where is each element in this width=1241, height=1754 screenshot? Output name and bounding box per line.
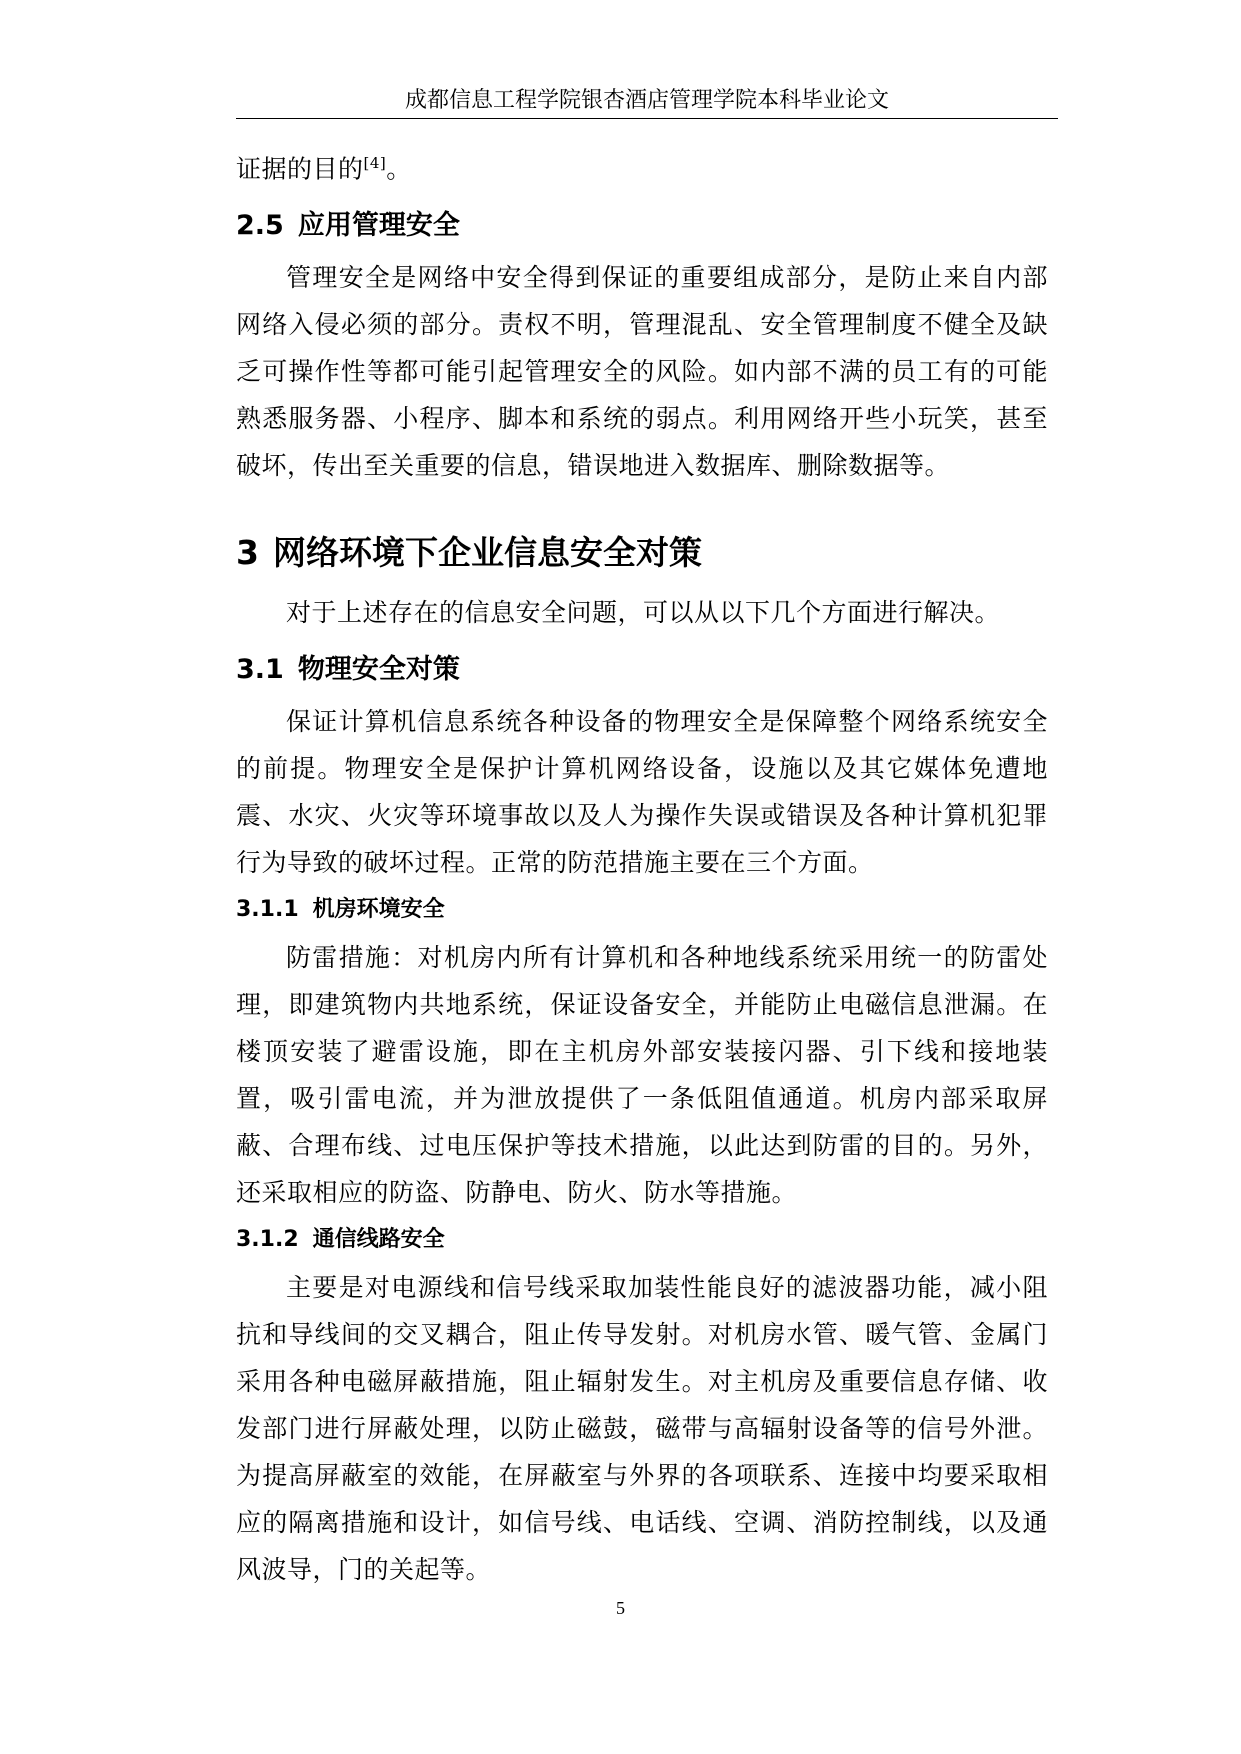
section-title: 物理安全对策 — [297, 654, 460, 686]
section-heading-2-5 — [236, 204, 1048, 248]
subsection-title: 机房环境安全 — [312, 897, 445, 923]
paragraph-chapter-intro: 对于上述存在的信息安全问题，可以从以下几个方面进行解决。 — [286, 598, 1001, 628]
section-title: 应用管理安全 — [297, 210, 460, 242]
subsection-title: 通信线路安全 — [312, 1227, 445, 1253]
citation-ref: [4] — [363, 154, 387, 172]
paragraph-room-security: 防雷措施：对机房内所有计算机和各种地线系统采用统一的防雷处理，即建筑物内共地系统，保证设备安全，并能防止电磁信息泄漏。在楼顶安装了避雷设施，即在主机房外部安装接闪器、引下线和接地装置，吸引雷电流，并为泄放提供了一条低阻值通道。机房内部采取屏蔽、合理布线、过电压保护等技术措施，以此达到防雷的目的。另外，还采取相应的防盗、防静电、防火、防水等措施。 — [236, 943, 1048, 1208]
section-number: 3.1 — [236, 654, 284, 686]
paragraph-continuation — [236, 140, 1048, 192]
paragraph-tail: 。 — [386, 154, 412, 184]
subsection-heading-3-1-1 — [236, 890, 1048, 930]
paragraph-text: 证据的目的 — [236, 154, 364, 184]
subsection-heading-3-1-2 — [236, 1220, 1048, 1260]
paragraph-management-security: 管理安全是网络中安全得到保证的重要组成部分，是防止来自内部网络入侵必须的部分。责权不明，管理混乱、安全管理制度不健全及缺乏可操作性等都可能引起管理安全的风险。如内部不满的员工有的可能熟悉服务器、小程序、脚本和系统的弱点。利用网络开些小玩笑，甚至破坏，传出至关重要的信息，错误地进入数据库、删除数据等。 — [236, 263, 1048, 481]
chapter-number: 3 — [236, 533, 259, 573]
running-header — [236, 86, 1058, 119]
header-title: 成都信息工程学院银杏酒店管理学院本科毕业论文 — [404, 88, 889, 113]
subsection-number: 3.1.2 — [236, 1227, 299, 1253]
chapter-heading-3 — [236, 527, 1048, 579]
chapter-title: 网络环境下企业信息安全对策 — [272, 533, 702, 573]
page-number: 5 — [616, 1598, 625, 1618]
paragraph-physical-security: 保证计算机信息系统各种设备的物理安全是保障整个网络系统安全的前提。物理安全是保护计算机网络设备，设施以及其它媒体免遭地震、水灾、火灾等环境事故以及人为操作失误或错误及各种计算机犯罪行为导致的破坏过程。正常的防范措施主要在三个方面。 — [236, 707, 1048, 878]
paragraph-line-security: 主要是对电源线和信号线采取加装性能良好的滤波器功能，减小阻抗和导线间的交叉耦合，阻止传导发射。对机房水管、暖气管、金属门采用各种电磁屏蔽措施，阻止辐射发生。对主机房及重要信息存储、收发部门进行屏蔽处理，以防止磁鼓，磁带与高辐射设备等的信号外泄。为提高屏蔽室的效能，在屏蔽室与外界的各项联系、连接中均要采取相应的隔离措施和设计，如信号线、电话线、空调、消防控制线，以及通风波导，门的关起等。 — [236, 1273, 1048, 1585]
page-body — [236, 140, 1048, 1593]
subsection-number: 3.1.1 — [236, 897, 299, 923]
section-number: 2.5 — [236, 210, 284, 242]
section-heading-3-1 — [236, 648, 1048, 692]
